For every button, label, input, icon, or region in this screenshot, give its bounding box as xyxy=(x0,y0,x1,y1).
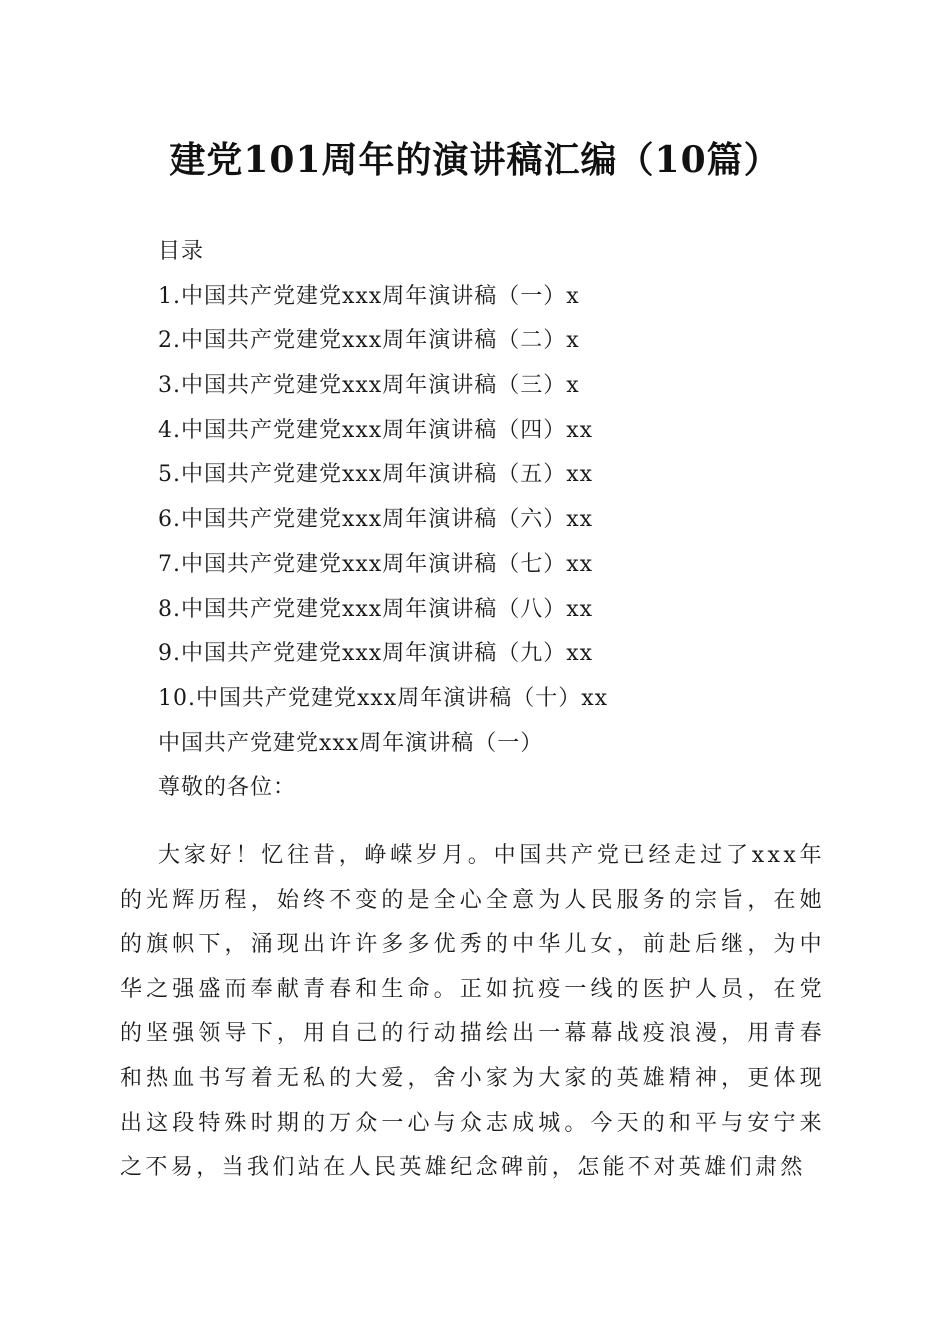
toc-item: 6.中国共产党建党xxx周年演讲稿（六）xx xyxy=(158,507,594,533)
body-paragraph: 大家好！忆往昔，峥嵘岁月。中国共产党已经走过了xxx年的光辉历程，始终不变的是全心全意为人民服务的宗旨，在她的旗帜下，涌现出许许多多优秀的中华儿女，前赴后继，为中华之强盛而奉献青春和生命。正如抗疫一线的医护人员，在党的坚强领导下，用自己的行动描绘出一幕幕战疫浪漫，用青春和热血书写着无私的大爱，舍小家为大家的英雄精神，更体现出这段特殊时期的万众一心与众志成城。今天的和平与安宁来之不易，当我们站在人民英雄纪念碑前，怎能不对英雄们肃然 xyxy=(120,843,825,1181)
table-of-contents xyxy=(158,230,858,811)
toc-item: 3.中国共产党建党xxx周年演讲稿（三）x xyxy=(158,373,580,399)
toc-item: 2.中国共产党建党xxx周年演讲稿（二）x xyxy=(158,328,580,354)
section-heading: 中国共产党建党xxx周年演讲稿（一） xyxy=(158,730,544,756)
toc-item: 4.中国共产党建党xxx周年演讲稿（四）xx xyxy=(158,417,594,443)
toc-item: 5.中国共产党建党xxx周年演讲稿（五）xx xyxy=(158,462,594,488)
toc-heading: 目录 xyxy=(158,239,205,264)
document-title: 建党101周年的演讲稿汇编（10篇） xyxy=(169,139,781,181)
toc-item: 8.中国共产党建党xxx周年演讲稿（八）xx xyxy=(158,596,594,622)
toc-item: 1.中国共产党建党xxx周年演讲稿（一）x xyxy=(158,283,580,309)
salutation: 尊敬的各位： xyxy=(158,775,297,801)
toc-item: 7.中国共产党建党xxx周年演讲稿（七）xx xyxy=(158,551,594,577)
toc-item: 9.中国共产党建党xxx周年演讲稿（九）xx xyxy=(158,641,594,667)
toc-item: 10.中国共产党建党xxx周年演讲稿（十）xx xyxy=(158,685,609,711)
